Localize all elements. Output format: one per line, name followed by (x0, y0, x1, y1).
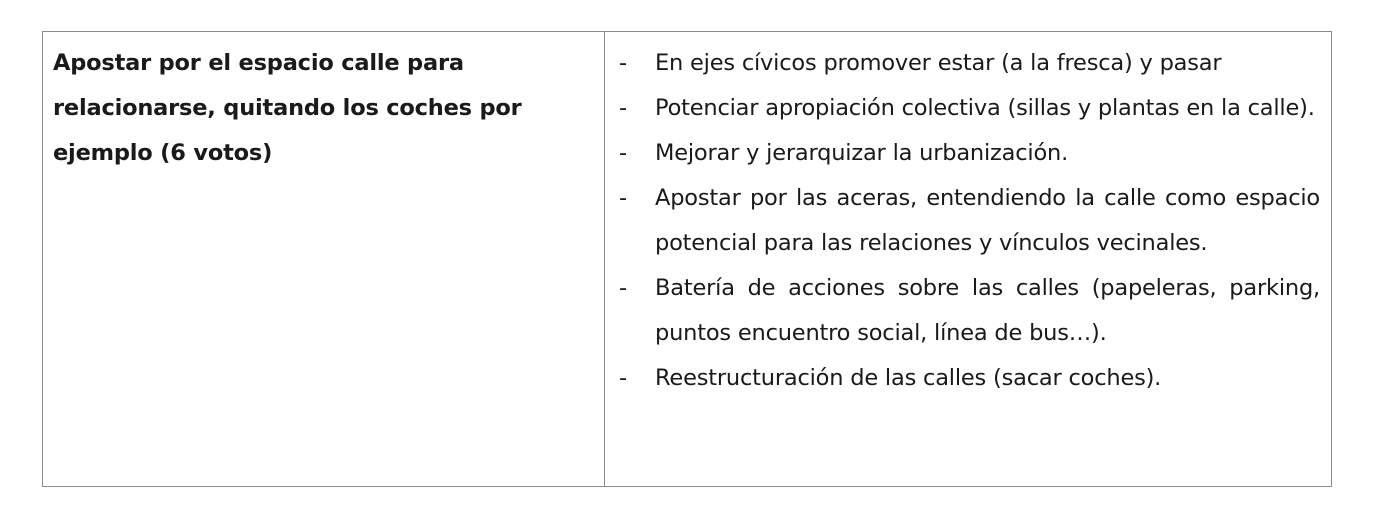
list-item (619, 176, 1320, 266)
bullet-dash: - (619, 275, 628, 301)
action-list (619, 41, 1320, 401)
list-item-text: Batería de acciones sobre las calles (papeleras, parking, puntos encuentro social, línea de bus…). (655, 275, 1320, 346)
bullet-dash: - (619, 365, 628, 391)
list-item (619, 41, 1320, 86)
topic-cell (43, 32, 605, 486)
list-item (619, 356, 1320, 401)
list-item (619, 131, 1320, 176)
bullet-dash: - (619, 50, 628, 76)
proposal-table (42, 31, 1332, 487)
bullet-dash: - (619, 95, 628, 121)
list-item-text: Reestructuración de las calles (sacar coches). (655, 365, 1162, 391)
list-item (619, 86, 1320, 131)
list-item-text: Potenciar apropiación colectiva (sillas y plantas en la calle). (655, 95, 1315, 121)
bullet-dash: - (619, 140, 628, 166)
actions-cell (605, 32, 1331, 486)
list-item-text: Mejorar y jerarquizar la urbanización. (655, 140, 1069, 166)
topic-text: Apostar por el espacio calle para relacionarse, quitando los coches por ejemplo (6 votos) (53, 50, 522, 166)
list-item (619, 266, 1320, 356)
bullet-dash: - (619, 185, 628, 211)
list-item-text: Apostar por las aceras, entendiendo la calle como espacio potencial para las relaciones y vínculos vecinales. (655, 185, 1320, 256)
list-item-text: En ejes cívicos promover estar (a la fresca) y pasar (655, 50, 1222, 76)
